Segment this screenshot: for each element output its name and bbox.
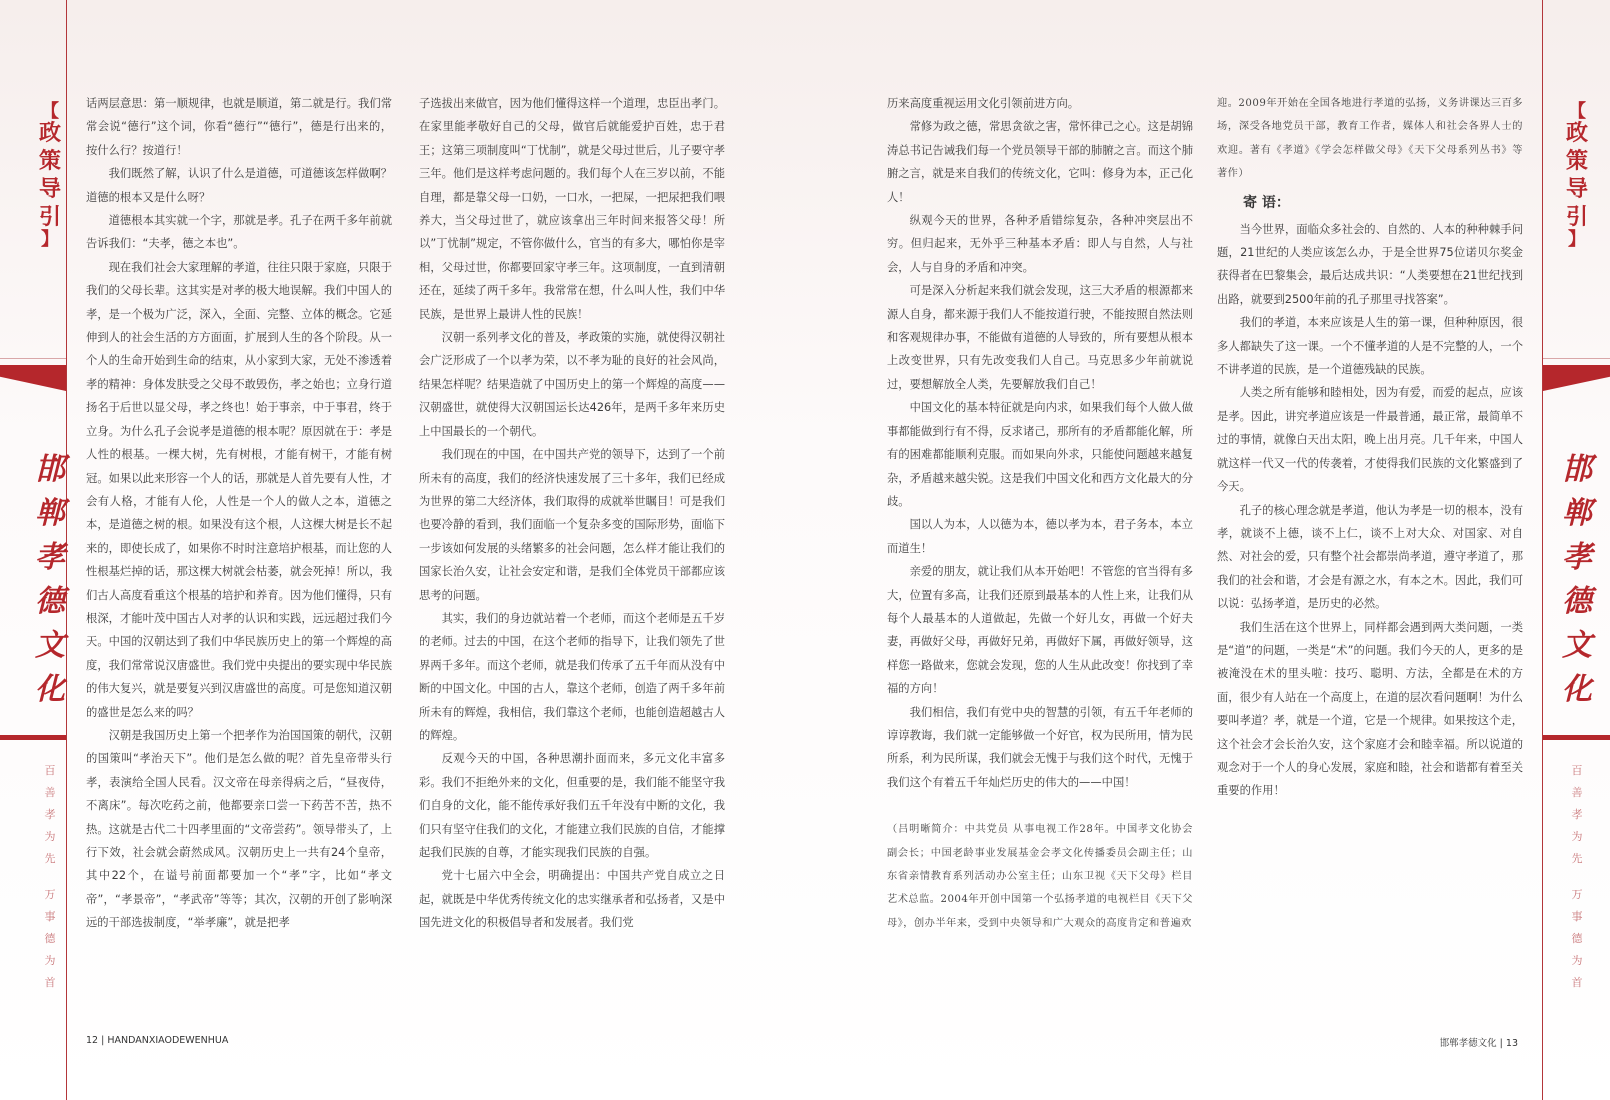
- motto-char: 为: [44, 830, 56, 843]
- motto-char: 孝: [44, 808, 56, 821]
- calli-char: 文: [1562, 628, 1592, 663]
- label-char: 导: [1565, 177, 1588, 202]
- motto-char: 善: [1571, 786, 1583, 799]
- text-column-1: [86, 92, 392, 935]
- motto-char: 事: [44, 910, 56, 923]
- paragraph: 历来高度重视运用文化引领前进方向。: [887, 97, 1080, 110]
- calli-char: 邯: [35, 452, 65, 487]
- paragraph: 反观今天的中国，各种思潮扑面而来，多元文化丰富多彩。我们不拒绝外来的文化，但重要的是，我们能不能坚守我们自身的文化，能不能传承好我们五千年没有中断的文化，我们只有坚守住我们的文化，才能建立我们民族的自信，才能撑起我们民族的自尊，才能实现我们民族的自强。: [419, 752, 725, 859]
- paragraph: 国以人为本，人以德为本，德以孝为本，君子务本，本立而道生！: [887, 518, 1193, 555]
- paragraph: 汉朝一系列孝文化的普及，孝政策的实施，就使得汉朝社会广泛形成了一个以孝为荣，以不孝为耻的良好的社会风尚，结果怎样呢？结果造就了中国历史上的第一个辉煌的高度——汉朝盛世，就使得大汉朝国运长达426年，是两千多年来历史上中国最长的一个朝代。: [419, 331, 725, 438]
- author-bio-continued: 迎。2009年开始在全国各地进行孝道的弘扬，义务讲课达三百多场，深受各地党员干部，教育工作者，媒体人和社会各界人士的欢迎。著有《孝道》《学会怎样做父母》《天下父母系列丛书》等著作）: [1217, 98, 1523, 180]
- motto-char: 为: [1571, 830, 1583, 843]
- bracket-close: 】: [1568, 229, 1586, 250]
- motto-char: 百: [1571, 764, 1583, 777]
- paragraph: 现在我们社会大家理解的孝道，往往只限于家庭，只限于我们的父母长辈。这其实是对孝的极大地误解。我们中国人的孝，是一个极为广泛，深入，全面、完整、立体的概念。它延伸到人的社会生活的方方面面，扩展到人生的各个阶段。从一个人的生命开始到生命的结束，从小家到大家，无处不渗透着孝的精神：身体发肤受之父母不敢毁伤，孝之始也；立身行道扬名于后世以显父母，孝之终也！始于事亲，中于事君，终于立身。为什么孔子会说孝是道德的根本呢？原因就在于：孝是人性的根基。一棵大树，先有树根，才能有树干，才能有树冠。如果以此来形容一个人的话，那就是人首先要有人性，才会有人格，才能有人伦，人性是一个人的做人之本，道德之本，是道德之树的根。如果没有这个根，人这棵大树是长不起来的，即使长成了，如果你不时时注意培护根基，而让您的人性根基烂掉的话，那这棵大树就会枯萎，就会死掉！所以，我们古人高度看重这个根基的培护和养育。因为他们懂得，只有根深，才能叶茂中国古人对孝的认识和实践，远远超过我们今天。中国的汉朝达到了我们中华民族历史上的第一个辉煌的高度，我们常常说汉唐盛世。我们党中央提出的要实现中华民族的伟大复兴，就是要复兴到汉唐盛世的高度。可是您知道汉朝的盛世是怎么来的吗？: [86, 260, 392, 719]
- calli-char: 郸: [35, 496, 65, 531]
- right-margin-rule: [1542, 0, 1543, 1100]
- bracket-close: 】: [41, 229, 59, 250]
- right-page: [805, 0, 1610, 1100]
- motto-char: 为: [44, 954, 56, 967]
- motto-right: [1549, 760, 1605, 994]
- paragraph: 纵观今天的世界，各种矛盾错综复杂，各种冲突层出不穷。但归起来，无外乎三种基本矛盾：即人与自然，人与社会，人与自身的矛盾和冲突。: [887, 214, 1193, 274]
- paragraph: 常修为政之德，常思贪欲之害，常怀律己之心。这是胡锦涛总书记告诫我们每一个党员领导干部的肺腑之言。而这个肺腑之言，就是来自我们的传统文化，它叫：修身为本，正己化人！: [887, 120, 1193, 204]
- motto-char: 德: [1571, 932, 1583, 945]
- motto-char: 万: [1571, 888, 1583, 901]
- text-column-4: [1217, 92, 1523, 803]
- motto-left: [22, 760, 78, 994]
- label-char: 政: [1565, 121, 1588, 146]
- calli-char: 孝: [35, 540, 65, 575]
- calli-char: 孝: [1562, 540, 1592, 575]
- label-char: 导: [38, 177, 61, 202]
- paragraph: 话两层意思：第一顺规律，也就是顺道，第二就是行。我们常常会说“德行”这个词，你看“德行”“德行”，德是行出来的，按什么行？按道行！: [86, 97, 392, 157]
- band-line: [1543, 358, 1610, 359]
- motto-char: 首: [1571, 976, 1583, 989]
- motto-char: 万: [44, 888, 56, 901]
- paragraph: 汉朝是我国历史上第一个把孝作为治国国策的朝代，汉朝的国策叫“孝治天下”。他们是怎么做的呢？首先皇帝带头行孝，表演给全国人民看。汉文帝在母亲得病之后，“昼夜侍，不离床”。每次吃药之前，他都要亲口尝一下药苦不苦，热不热。这就是古代二十四孝里面的“文帝尝药”。领导带头了，上行下效，社会就会蔚然成风。汉朝历史上一共有24个皇帝，其中22个，在谥号前面都要加一个“孝”字，比如“孝文帝”，“孝景帝”，“孝武帝”等等；其次，汉朝的开创了影响深远的干部选拔制度，“举孝廉”，就是把孝: [86, 728, 392, 930]
- motto-char: 事: [1571, 910, 1583, 923]
- label-char: 策: [38, 149, 61, 174]
- paragraph: 我们既然了解，认识了什么是道德，可道德该怎样做啊？道德的根本又是什么呀？: [86, 167, 392, 204]
- paragraph: 当今世界，面临众多社会的、自然的、人本的种种棘手问题，21世纪的人类应该怎么办，于是全世界75位诺贝尔奖金获得者在巴黎集会，最后达成共识：“人类要想在21世纪找到出路，就要到2500年前的孔子那里寻找答案”。: [1217, 222, 1523, 306]
- calli-char: 德: [35, 584, 65, 619]
- paragraph: 我们现在的中国，在中国共产党的领导下，达到了一个前所未有的高度，我们的经济快速发展了三十多年，我们已经成为世界的第二大经济体，我们取得的成就举世瞩目！可是我们也要冷静的看到，我们面临一个复杂多变的国际形势，面临下一步该如何发展的头绪繁多的社会问题，怎么样才能让我们的国家长治久安，让社会安定和谐，是我们全体党员干部都应该思考的问题。: [419, 448, 725, 602]
- calligraphy-title-right: [1549, 448, 1605, 712]
- folio-left: 12 | HANDANXIAODEWENHUA: [86, 1035, 229, 1046]
- paragraph: 党十七届六中全会，明确提出：中国共产党自成立之日起，就既是中华优秀传统文化的忠实继承者和弘扬者，又是中国先进文化的积极倡导者和发展者。我们党: [419, 869, 725, 930]
- motto-char: 先: [44, 852, 56, 865]
- motto-char: 百: [44, 764, 56, 777]
- calli-char: 化: [35, 672, 65, 707]
- red-band-left: [0, 365, 66, 391]
- calligraphy-title-left: [22, 448, 78, 712]
- section-label-left: [22, 101, 78, 250]
- band-line: [0, 358, 66, 359]
- bracket-open: 【: [1568, 101, 1586, 122]
- motto-char: 先: [1571, 852, 1583, 865]
- motto-char: 为: [1571, 954, 1583, 967]
- calli-char: 文: [35, 628, 65, 663]
- label-char: 策: [1565, 149, 1588, 174]
- motto-char: 孝: [1571, 808, 1583, 821]
- author-bio: （吕明晰简介：中共党员 从事电视工作28年。中国孝文化协会副会长；中国老龄事业发展基金会孝文化传播委员会副主任；山东省亲情教育系列活动办公室主任；山东卫视《天下父母》栏目艺术总监。2004年开创中国第一个弘扬孝道的电视栏目《天下父母》，创办半年来，受到中央领导和广大观众的高度肯定和普遍欢: [887, 824, 1193, 929]
- calli-char: 郸: [1562, 496, 1592, 531]
- folio-right: 邯郸孝德文化 | 13: [1439, 1038, 1518, 1049]
- red-strip-left: [0, 735, 66, 740]
- paragraph: 孔子的核心理念就是孝道，他认为孝是一切的根本，没有孝，就谈不上德，谈不上仁，谈不上对大众、对国家、对自然、对社会的爱，只有整个社会都崇尚孝道，遵守孝道了，那我们的社会和谐，才会是有源之水，有本之木。因此，我们可以说：弘扬孝道，是历史的必然。: [1217, 503, 1523, 611]
- red-band-right: [1543, 365, 1610, 391]
- paragraph: 人类之所有能够和睦相处，因为有爱，而爱的起点，应该是孝。因此，讲究孝道应该是一件最普通，最正常，最简单不过的事情，就像白天出太阳，晚上出月亮。几千年来，中国人就这样一代又一代的传袭着，才使得我们民族的文化繁盛到了今天。: [1217, 386, 1523, 494]
- text-column-3: [887, 92, 1193, 935]
- text-column-2: [419, 92, 725, 935]
- red-strip-right: [1543, 735, 1610, 740]
- message-heading: 寄 语：: [1243, 194, 1290, 211]
- paragraph: 我们相信，我们有党中央的智慧的引领，有五千年老师的谆谆教诲，我们就一定能够做一个好官，权为民所用，情为民所系，利为民所谋，我们就会无愧于与我们这个时代，无愧于我们这个有着五千年灿烂历史的伟大的——中国！: [887, 705, 1193, 789]
- paragraph: 我们的孝道，本来应该是人生的第一课，但种种原因，很多人都缺失了这一课。一个不懂孝道的人是不完整的人，一个不讲孝道的民族，是一个道德残缺的民族。: [1217, 316, 1523, 377]
- motto-char: 德: [44, 932, 56, 945]
- paragraph: 亲爱的朋友，就让我们从本开始吧！不管您的官当得有多大，位置有多高，让我们还原到最基本的人性上来，让我们从每个人最基本的人道做起，先做一个好儿女，再做一个好夫妻，再做好父母，再做好兄弟，再做好下属，再做好领导，这样您一路做来，您就会发现，您的人生从此改变！你找到了幸福的方向！: [887, 565, 1193, 696]
- calli-char: 德: [1562, 584, 1592, 619]
- motto-char: 首: [44, 976, 56, 989]
- bracket-open: 【: [41, 101, 59, 122]
- motto-char: 善: [44, 786, 56, 799]
- paragraph: 可是深入分析起来我们就会发现，这三大矛盾的根源都来源人自身，都来源于我们人不能按道行驶，不能按照自然法则和客观规律办事，不能做有道德的人导致的，所有要想从根本上改变世界，只有先改变我们人自己。马克思多少年前就说过，要想解放全人类，先要解放我们自己！: [887, 284, 1193, 391]
- paragraph: 道德根本其实就一个字，那就是孝。孔子在两千多年前就告诉我们：“夫孝，德之本也”。: [86, 214, 392, 251]
- label-char: 政: [38, 121, 61, 146]
- section-label-right: [1549, 101, 1605, 250]
- label-char: 引: [1565, 205, 1588, 230]
- calli-char: 化: [1562, 672, 1592, 707]
- paragraph: 中国文化的基本特征就是向内求，如果我们每个人做人做事都能做到行有不得，反求诸己，那所有的矛盾都能化解，所有的困难都能顺利克服。而如果向外求，只能使问题越来越复杂，矛盾越来越尖锐。这是我们中国文化和西方文化最大的分歧。: [887, 401, 1193, 508]
- paragraph: 子选拔出来做官，因为他们懂得这样一个道理，忠臣出孝门。在家里能孝敬好自己的父母，做官后就能爱护百姓，忠于君王；这第三项制度叫“丁忧制”，就是父母过世后，儿子要守孝三年。他们是这样考虑问题的。我们每个人在三岁以前，不能自理，都是靠父母一口奶，一口水，一把屎，一把尿把我们喂养大，当父母过世了，就应该拿出三年时间来报答父母！所以”丁忧制”规定，不管你做什么，官当的有多大，哪怕你是宰相，父母过世，你都要回家守孝三年。这项制度，一直到清朝还在，延续了两千多年。我常常在想，什么叫人性，我们中华民族，是世界上最讲人性的民族！: [419, 97, 725, 321]
- label-char: 引: [38, 205, 61, 230]
- calli-char: 邯: [1562, 452, 1592, 487]
- paragraph: 其实，我们的身边就站着一个老师，而这个老师是五千岁的老师。过去的中国，在这个老师的指导下，让我们领先了世界两千多年。而这个老师，就是我们传承了五千年而从没有中断的中国文化。中国的古人，靠这个老师，创造了两千多年前所未有的辉煌，我相信，我们靠这个老师，也能创造超越古人的辉煌。: [419, 611, 725, 742]
- paragraph: 我们生活在这个世界上，同样都会遇到两大类问题，一类是“道”的问题，一类是“术”的问题。我们今天的人，更多的是被淹没在术的里头啦：技巧、聪明、方法，全都是在术的方面，很少有人站在一个高度上，在道的层次看问题啊！为什么要叫孝道？孝，就是一个道，它是一个规律。如果按这个走，这个社会才会长治久安，这个家庭才会和睦幸福。所以说道的观念对于一个人的身心发展，家庭和睦，社会和谐都有着至关重要的作用！: [1217, 620, 1523, 798]
